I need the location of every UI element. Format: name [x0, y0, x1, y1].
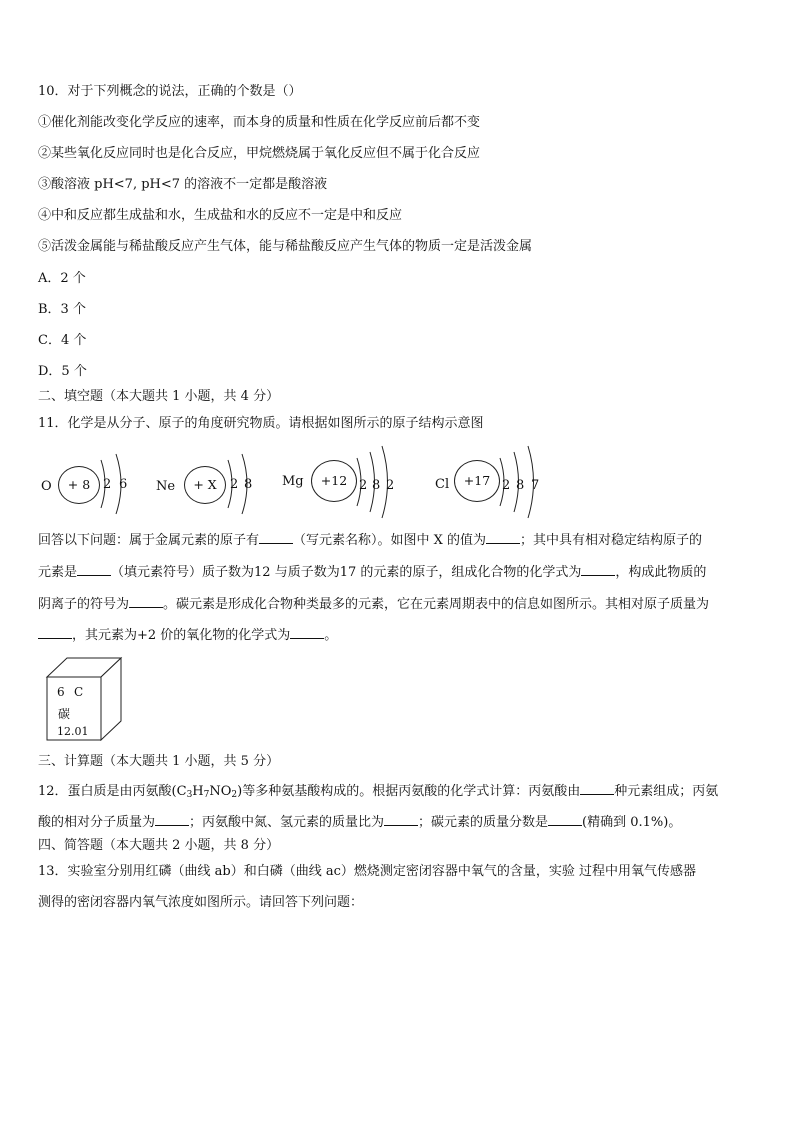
atom-nucleus: + 8 — [58, 466, 100, 504]
answer-blank[interactable] — [486, 531, 520, 544]
atom-nucleus: +17 — [454, 460, 500, 502]
subscript: 7 — [203, 790, 210, 800]
element-symbol: C — [74, 685, 84, 699]
answer-blank[interactable] — [384, 813, 418, 826]
atomic-mass: 12.01 — [57, 725, 89, 738]
q10-option-a: A．2 个 — [38, 271, 86, 286]
section-2-heading: 二、填空题（本大题共 1 小题，共 4 分） — [38, 389, 280, 404]
q10-statement-3: ③酸溶液 pH<7, pH<7 的溶液不一定都是酸溶液 — [38, 177, 328, 192]
q12-text: H — [192, 784, 204, 799]
answer-blank[interactable] — [259, 531, 293, 544]
q12-text: 酸的相对分子质量为 — [38, 815, 156, 830]
electron-count: 2 — [502, 478, 511, 493]
q10-stem: 10．对于下列概念的说法，正确的个数是（） — [38, 84, 302, 99]
atom-nucleus: + X — [184, 466, 226, 504]
section-3-heading: 三、计算题（本大题共 1 小题，共 5 分） — [38, 754, 280, 769]
answer-blank[interactable] — [548, 813, 582, 826]
q12-line-1 — [38, 782, 718, 803]
q11-text: 。 — [324, 628, 338, 643]
subscript: 3 — [186, 790, 193, 800]
electron-count: 8 — [516, 478, 525, 493]
electron-count: 6 — [119, 477, 128, 492]
subscript: 2 — [231, 790, 238, 800]
q11-text: ；其中具有相对稳定结构原子的 — [520, 533, 703, 548]
answer-blank[interactable] — [581, 563, 615, 576]
q12-line-2 — [38, 813, 681, 831]
q11-text: ，其元素为+2 价的氧化物的化学式为 — [72, 628, 291, 643]
atom-diagram-oxygen — [38, 446, 138, 518]
q11-line-3 — [38, 595, 709, 613]
q10-statement-1: ①催化剂能改变化学反应的速率，而本身的质量和性质在化学反应前后都不变 — [38, 115, 481, 130]
answer-blank[interactable] — [290, 626, 324, 639]
q12-text: (精确到 0.1%)。 — [582, 815, 682, 830]
q11-text: ，构成此物质的 — [615, 565, 707, 580]
atom-diagram-chlorine — [432, 446, 552, 518]
q11-text: （写元素名称）。如图中 X 的值为 — [293, 533, 487, 548]
q12-text: NO — [209, 784, 232, 799]
q11-line-2 — [38, 563, 706, 581]
q10-statement-5: ⑤活泼金属能与稀盐酸反应产生气体，能与稀盐酸反应产生气体的物质一定是活泼金属 — [38, 239, 533, 254]
q13-line-1: 13．实验室分别用红磷（曲线 ab）和白磷（曲线 ac）燃烧测定密闭容器中氧气的含量，实验 过程中用氧气传感器 — [38, 864, 697, 879]
q11-text: 。碳元素是形成化合物种类最多的元素，它在元素周期表中的信息如图所示。其相对原子质量为 — [163, 597, 710, 612]
atom-diagram-neon — [154, 446, 264, 518]
section-4-heading: 四、简答题（本大题共 2 小题，共 8 分） — [38, 838, 280, 853]
atom-nucleus: +12 — [311, 460, 357, 502]
q10-statement-2: ②某些氧化反应同时也是化合反应，甲烷燃烧属于氧化反应但不属于化合反应 — [38, 146, 481, 161]
q11-line-1 — [38, 531, 702, 549]
atom-symbol: Cl — [435, 477, 450, 492]
electron-count: 7 — [531, 478, 540, 493]
electron-count: 2 — [386, 478, 395, 493]
electron-count: 8 — [372, 478, 381, 493]
q12-text: ；丙氨酸中氮、氢元素的质量比为 — [189, 815, 385, 830]
q10-option-d: D．5 个 — [38, 364, 87, 379]
periodic-table-cell-carbon — [44, 655, 124, 741]
q10-statement-4: ④中和反应都生成盐和水，生成盐和水的反应不一定是中和反应 — [38, 208, 403, 223]
q11-stem: 11．化学是从分子、原子的角度研究物质。请根据如图所示的原子结构示意图 — [38, 416, 484, 431]
q12-text: 种元素组成；丙氨 — [614, 784, 719, 799]
q13-line-2: 测得的密闭容器内氧气浓度如图所示。请回答下列问题： — [38, 895, 364, 910]
q11-text: 回答以下问题：属于金属元素的原子有 — [38, 533, 260, 548]
q11-text: 阴离子的符号为 — [38, 597, 130, 612]
q11-text: （填元素符号）质子数为12 与质子数为17 的元素的原子，组成化合物的化学式为 — [111, 565, 582, 580]
answer-blank[interactable] — [77, 563, 111, 576]
answer-blank[interactable] — [155, 813, 189, 826]
q10-option-b: B．3 个 — [38, 302, 86, 317]
electron-count: 8 — [244, 477, 253, 492]
q12-text: ；碳元素的质量分数是 — [418, 815, 549, 830]
q12-text: )等多种氨基酸构成的。根据丙氨酸的化学式计算：丙氨酸由 — [237, 784, 581, 799]
electron-count: 2 — [230, 477, 239, 492]
q11-text: 元素是 — [38, 565, 78, 580]
answer-blank[interactable] — [38, 626, 72, 639]
atom-diagram-magnesium — [282, 446, 402, 518]
electron-count: 2 — [359, 478, 368, 493]
atom-symbol: Mg — [282, 474, 304, 489]
electron-count: 2 — [103, 477, 112, 492]
atom-symbol: Ne — [156, 479, 176, 494]
element-name: 碳 — [58, 707, 71, 721]
electron-shell-arcs — [282, 446, 402, 518]
atom-symbol: O — [41, 479, 52, 494]
q11-line-4 — [38, 626, 337, 644]
q12-text: 12．蛋白质是由丙氨酸(C — [38, 784, 187, 799]
atomic-number: 6 — [57, 685, 65, 699]
answer-blank[interactable] — [580, 782, 614, 795]
answer-blank[interactable] — [129, 595, 163, 608]
q10-option-c: C．4 个 — [38, 333, 87, 348]
